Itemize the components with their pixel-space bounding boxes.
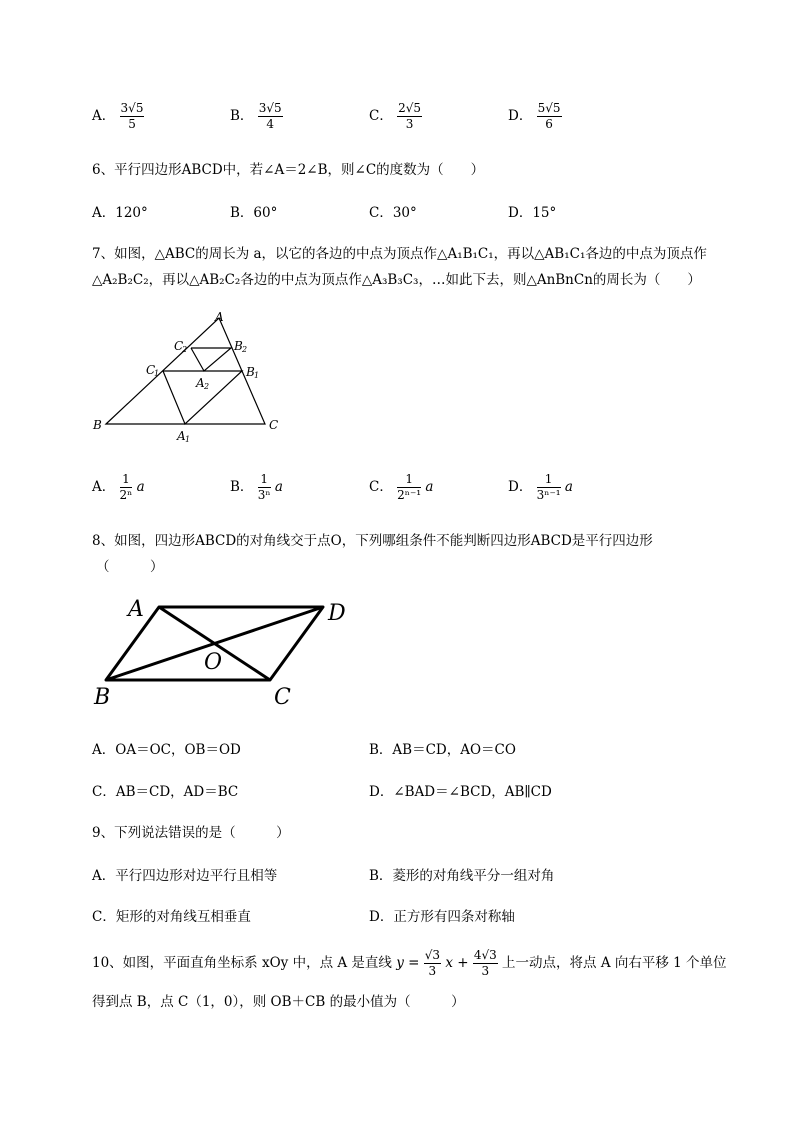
q9-option-d: D．正方形有四条对称轴 bbox=[369, 909, 515, 925]
label-A: A bbox=[128, 597, 144, 622]
fraction-den: 5 bbox=[128, 117, 136, 131]
fraction-num: 2√5 bbox=[398, 101, 422, 115]
label-B1-sub: 1 bbox=[254, 371, 260, 380]
option-tail: a bbox=[425, 479, 434, 495]
fraction bbox=[473, 948, 498, 979]
fraction-den: 6 bbox=[545, 117, 553, 131]
q8-option-d: D．∠BAD＝∠BCD，AB∥CD bbox=[369, 784, 552, 800]
label-A2: A bbox=[196, 376, 205, 390]
fraction bbox=[397, 101, 422, 132]
fraction-num: 1 bbox=[120, 472, 133, 488]
fraction-num: 1 bbox=[537, 472, 561, 488]
label-C1: C bbox=[146, 363, 156, 377]
q10-y-eq: y = bbox=[396, 955, 420, 971]
q10-part1: 10、如图，平面直角坐标系 xOy 中，点 A 是直线 bbox=[92, 955, 392, 971]
q8-text-line2: （ ） bbox=[96, 559, 164, 575]
q6-option-c: C．30° bbox=[369, 205, 417, 221]
fraction bbox=[397, 472, 421, 503]
fraction bbox=[537, 472, 561, 503]
label-B2-sub: 2 bbox=[242, 345, 248, 354]
label-A2-sub: 2 bbox=[204, 382, 210, 391]
fraction-den: 2ⁿ⁻¹ bbox=[397, 488, 422, 502]
label-O: O bbox=[204, 650, 223, 675]
q7-option-a bbox=[92, 472, 145, 503]
fraction-den: 3 bbox=[428, 964, 437, 978]
option-letter: A． bbox=[92, 108, 116, 124]
q6-option-a: A．120° bbox=[92, 205, 148, 221]
q7-triangle-figure bbox=[88, 308, 288, 443]
q10-text-line1 bbox=[92, 948, 727, 979]
fraction bbox=[258, 472, 271, 503]
option-letter: A． bbox=[92, 479, 116, 495]
fraction-den: 4 bbox=[266, 117, 274, 131]
label-B: B bbox=[93, 418, 102, 432]
label-C: C bbox=[274, 685, 291, 710]
fraction-num: 4√3 bbox=[473, 948, 497, 962]
option-letter: C． bbox=[369, 108, 393, 124]
q7-text-line1: 7、如图，△ABC的周长为 a，以它的各边的中点为顶点作△A₁B₁C₁，再以△AB₁C₁各边的中点为顶点作 bbox=[92, 246, 707, 262]
fraction-den: 3ⁿ bbox=[257, 488, 271, 502]
fraction bbox=[120, 472, 133, 503]
option-tail: a bbox=[274, 479, 283, 495]
option-letter: D． bbox=[508, 108, 533, 124]
fraction-num: √3 bbox=[424, 948, 441, 962]
q7-option-c bbox=[369, 472, 433, 503]
label-D: D bbox=[328, 601, 346, 626]
fraction-den: 3ⁿ⁻¹ bbox=[536, 488, 561, 502]
q10-part2: 上一动点，将点 A 向右平移 1 个单位 bbox=[502, 955, 727, 971]
fraction bbox=[424, 948, 441, 979]
q5-option-d bbox=[508, 101, 562, 132]
label-C1-sub: 1 bbox=[154, 369, 160, 378]
q9-text: 9、下列说法错误的是（ ） bbox=[92, 825, 290, 841]
q10-text-line2: 得到点 B，点 C（1，0），则 OB＋CB 的最小值为（ ） bbox=[92, 994, 465, 1010]
option-tail: a bbox=[564, 479, 573, 495]
option-letter: B． bbox=[230, 479, 254, 495]
q8-text-line1: 8、如图，四边形ABCD的对角线交于点O，下列哪组条件不能判断四边形ABCD是平行四边形 bbox=[92, 533, 653, 549]
q8-parallelogram-figure bbox=[88, 593, 368, 718]
fraction-den: 2ⁿ bbox=[119, 488, 133, 502]
q7-text-line2: △A₂B₂C₂，再以△AB₂C₂各边的中点为顶点作△A₃B₃C₃，…如此下去，则△AnBnCn的周长为（ ） bbox=[92, 272, 701, 288]
q8-option-c: C．AB＝CD，AD＝BC bbox=[92, 784, 239, 800]
q6-option-d: D．15° bbox=[508, 205, 557, 221]
label-A: A bbox=[215, 310, 224, 324]
q9-option-a: A．平行四边形对边平行且相等 bbox=[92, 868, 278, 884]
q9-option-c: C．矩形的对角线互相垂直 bbox=[92, 909, 251, 925]
q10-x-plus: x + bbox=[445, 955, 469, 971]
option-letter: B． bbox=[230, 108, 254, 124]
fraction-den: 3 bbox=[405, 117, 414, 131]
q7-option-d bbox=[508, 472, 573, 503]
label-A1: A bbox=[177, 429, 186, 443]
label-B1: B bbox=[246, 365, 255, 379]
label-C2-sub: 2 bbox=[182, 345, 188, 354]
q7-option-b bbox=[230, 472, 283, 503]
fraction-num: 5√5 bbox=[537, 101, 561, 115]
fraction-den: 3 bbox=[481, 964, 490, 978]
q6-text: 6、平行四边形ABCD中，若∠A＝2∠B，则∠C的度数为（ ） bbox=[92, 162, 485, 178]
q6-option-b: B．60° bbox=[230, 205, 278, 221]
q5-option-b bbox=[230, 101, 283, 132]
label-C: C bbox=[269, 418, 279, 432]
fraction bbox=[258, 101, 283, 132]
label-A1-sub: 1 bbox=[185, 435, 191, 443]
fraction-num: 3√5 bbox=[120, 101, 144, 115]
label-B2: B bbox=[234, 339, 243, 353]
option-letter: C． bbox=[369, 479, 393, 495]
q5-option-a bbox=[92, 101, 144, 132]
fraction-num: 3√5 bbox=[258, 101, 282, 115]
q9-option-b: B．菱形的对角线平分一组对角 bbox=[369, 868, 555, 884]
q8-option-a: A．OA＝OC，OB＝OD bbox=[92, 742, 241, 758]
fraction-num: 1 bbox=[397, 472, 421, 488]
option-letter: D． bbox=[508, 479, 533, 495]
fraction-num: 1 bbox=[258, 472, 271, 488]
option-tail: a bbox=[136, 479, 145, 495]
q8-option-b: B．AB＝CD，AO＝CO bbox=[369, 742, 516, 758]
label-B: B bbox=[94, 685, 111, 710]
label-C2: C bbox=[174, 339, 184, 353]
fraction bbox=[120, 101, 145, 132]
fraction bbox=[537, 101, 562, 132]
q5-option-c bbox=[369, 101, 422, 132]
